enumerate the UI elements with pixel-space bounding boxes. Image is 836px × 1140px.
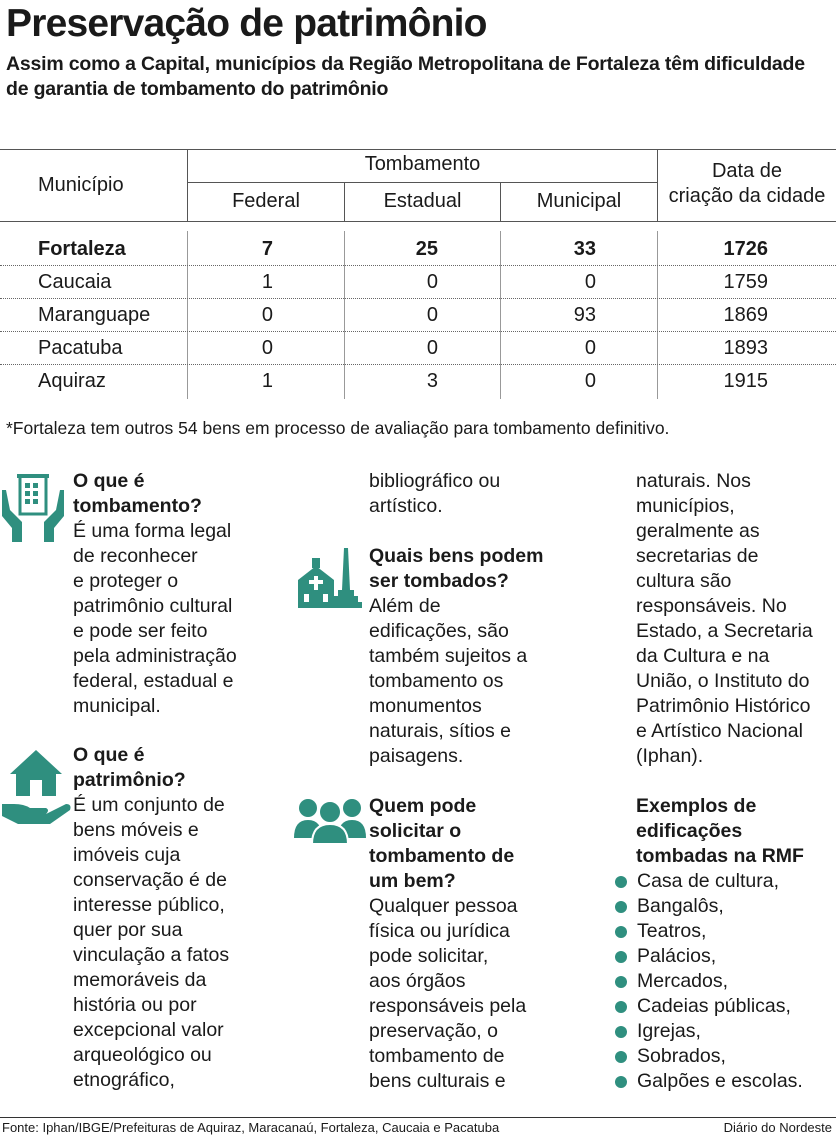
text-line: excepcional valor	[73, 1019, 224, 1041]
col-header-municipio: Município	[38, 174, 124, 196]
list-item-text: Mercados,	[637, 970, 729, 992]
col-header-tombamento: Tombamento	[364, 153, 481, 175]
text-line: vinculação a fatos	[73, 944, 230, 966]
section-heading: ser tombados?	[369, 570, 509, 592]
list-item	[614, 1044, 803, 1069]
bullet-icon	[615, 1026, 627, 1038]
table-footnote: *Fortaleza tem outros 54 bens em processo de avaliação para tombamento definitivo.	[6, 418, 670, 438]
page-title: Preservação de patrimônio	[6, 2, 487, 45]
text-line: preservação, o	[369, 1020, 498, 1042]
row-separator	[0, 364, 836, 365]
section-heading: tombadas na RMF	[636, 845, 804, 867]
row-separator	[0, 298, 836, 299]
list-item	[614, 1019, 803, 1044]
text-line: etnográfico,	[73, 1069, 175, 1091]
cell-data: 1726	[723, 238, 768, 260]
cell-estadual: 0	[426, 304, 438, 326]
text-line: tombamento de	[369, 1045, 505, 1067]
cell-municipio: Aquiraz	[38, 370, 106, 392]
text-line: Estado, a Secretaria	[636, 620, 813, 642]
cell-federal: 0	[261, 337, 273, 359]
text-line: bens móveis e	[73, 819, 199, 841]
list-item-text: Palácios,	[637, 945, 717, 967]
text-line: cultura são	[636, 570, 732, 592]
list-item-text: Igrejas,	[637, 1020, 701, 1042]
section-continuation-2	[636, 469, 813, 769]
list-item	[614, 869, 803, 894]
list-item-text: Cadeias públicas,	[637, 995, 791, 1017]
text-line: bibliográfico ou	[369, 470, 501, 492]
bullet-icon	[615, 951, 627, 963]
section-heading: solicitar o	[369, 820, 462, 842]
section-heading: tombamento de	[369, 845, 515, 867]
cell-municipal: 0	[584, 370, 596, 392]
text-line: edificações, são	[369, 620, 509, 642]
section-heading: Quais bens podem	[369, 545, 544, 567]
text-line: tombamento os	[369, 670, 504, 692]
row-separator	[0, 331, 836, 332]
bullet-icon	[615, 876, 627, 888]
cell-estadual: 3	[426, 370, 438, 392]
text-line: municípios,	[636, 495, 735, 517]
text-line: patrimônio cultural	[73, 595, 233, 617]
publisher-name: Diário do Nordeste	[723, 1120, 832, 1135]
cell-data: 1893	[723, 337, 768, 359]
cell-municipio: Caucaia	[38, 271, 112, 293]
cell-federal: 7	[261, 238, 273, 260]
cell-municipal: 0	[584, 271, 596, 293]
cell-federal: 1	[261, 271, 273, 293]
cell-estadual: 0	[426, 271, 438, 293]
cell-federal: 0	[261, 304, 273, 326]
list-item	[614, 969, 803, 994]
text-line: Patrimônio Histórico	[636, 695, 811, 717]
church-monument-icon	[294, 546, 366, 610]
examples-list	[614, 869, 803, 1094]
table-top-rule	[0, 149, 836, 150]
text-line: imóveis cuja	[73, 844, 181, 866]
section-heading: patrimônio?	[73, 769, 186, 791]
house-on-hand-icon	[0, 746, 72, 826]
text-line: Além de	[369, 595, 441, 617]
text-line: municipal.	[73, 695, 161, 717]
text-line: Qualquer pessoa	[369, 895, 518, 917]
cell-municipio: Fortaleza	[38, 238, 126, 260]
text-line: paisagens.	[369, 745, 464, 767]
list-item-text: Teatros,	[637, 920, 707, 942]
text-line: quer por sua	[73, 919, 183, 941]
section-heading: um bem?	[369, 870, 456, 892]
list-item-text: Bangalôs,	[637, 895, 724, 917]
col-header-estadual: Estadual	[383, 190, 462, 212]
text-line: e pode ser feito	[73, 620, 208, 642]
text-line: monumentos	[369, 695, 482, 717]
section-heading: tombamento?	[73, 495, 202, 517]
people-group-icon	[292, 796, 368, 846]
text-line: arqueológico ou	[73, 1044, 212, 1066]
cell-municipio: Maranguape	[38, 304, 151, 326]
page-subtitle: Assim como a Capital, municípios da Região Metropolitana de Fortaleza têm dificuldade de garantia de tombamento do patrimônio	[6, 53, 805, 100]
list-item	[614, 944, 803, 969]
text-line: responsáveis pela	[369, 995, 527, 1017]
section-solicitar	[369, 794, 526, 1094]
col-header-municipal: Municipal	[536, 190, 622, 212]
text-line: responsáveis. No	[636, 595, 787, 617]
text-line: aos órgãos	[369, 970, 466, 992]
cell-data: 1759	[723, 271, 768, 293]
cell-municipal: 0	[584, 337, 596, 359]
col-header-data: Data de	[711, 160, 783, 182]
section-continuation	[369, 469, 500, 519]
cell-federal: 1	[261, 370, 273, 392]
list-item-text: Galpões e escolas.	[637, 1070, 803, 1092]
bullet-icon	[615, 976, 627, 988]
col-header-data: criação da cidade	[668, 185, 826, 207]
row-separator	[0, 265, 836, 266]
section-bens	[369, 544, 543, 769]
section-tombamento	[73, 469, 237, 719]
list-item	[614, 919, 803, 944]
bullet-icon	[615, 901, 627, 913]
table-header-rule	[0, 221, 836, 222]
text-line: bens culturais e	[369, 1070, 506, 1092]
section-heading: O que é	[73, 744, 145, 766]
table-group-rule	[188, 182, 658, 183]
text-line: física ou jurídica	[369, 920, 510, 942]
section-patrimonio	[73, 743, 229, 1093]
text-line: de reconhecer	[73, 545, 198, 567]
bullet-icon	[615, 926, 627, 938]
text-line: União, o Instituto do	[636, 670, 810, 692]
text-line: interesse público,	[73, 894, 225, 916]
text-line: artístico.	[369, 495, 443, 517]
text-line: pela administração	[73, 645, 237, 667]
text-line: e proteger o	[73, 570, 179, 592]
section-heading: Quem pode	[369, 795, 477, 817]
cell-estadual: 0	[426, 337, 438, 359]
text-line: também sujeitos a	[369, 645, 528, 667]
text-line: É uma forma legal	[73, 520, 232, 542]
col-header-federal: Federal	[232, 190, 300, 212]
source-credit: Fonte: Iphan/IBGE/Prefeituras de Aquiraz, Maracanaú, Fortaleza, Caucaia e Pacatuba	[2, 1120, 500, 1135]
text-line: secretarias de	[636, 545, 759, 567]
section-heading: O que é	[73, 470, 145, 492]
text-line: memoráveis da	[73, 969, 207, 991]
bullet-icon	[615, 1076, 627, 1088]
cell-municipal: 33	[573, 238, 596, 260]
text-line: da Cultura e na	[636, 645, 770, 667]
bullet-icon	[615, 1051, 627, 1063]
building-in-hands-icon	[0, 470, 66, 546]
list-item	[614, 994, 803, 1019]
section-heading: Exemplos de	[636, 795, 757, 817]
text-line: pode solicitar,	[369, 945, 489, 967]
text-line: (Iphan).	[636, 745, 704, 767]
text-line: história ou por	[73, 994, 197, 1016]
cell-estadual: 25	[415, 238, 438, 260]
list-item-text: Casa de cultura,	[637, 870, 779, 892]
bullet-icon	[615, 1001, 627, 1013]
list-item	[614, 1069, 803, 1094]
text-line: naturais. Nos	[636, 470, 751, 492]
footer-rule	[0, 1117, 836, 1118]
cell-data: 1869	[723, 304, 768, 326]
text-line: federal, estadual e	[73, 670, 234, 692]
cell-data: 1915	[723, 370, 768, 392]
text-line: É um conjunto de	[73, 794, 225, 816]
cell-municipal: 93	[573, 304, 596, 326]
section-heading: edificações	[636, 820, 743, 842]
section-exemplos	[636, 794, 804, 869]
list-item-text: Sobrados,	[637, 1045, 726, 1067]
text-line: naturais, sítios e	[369, 720, 511, 742]
list-item	[614, 894, 803, 919]
text-line: conservação é de	[73, 869, 227, 891]
text-line: geralmente as	[636, 520, 760, 542]
text-line: e Artístico Nacional	[636, 720, 803, 742]
cell-municipio: Pacatuba	[38, 337, 123, 359]
